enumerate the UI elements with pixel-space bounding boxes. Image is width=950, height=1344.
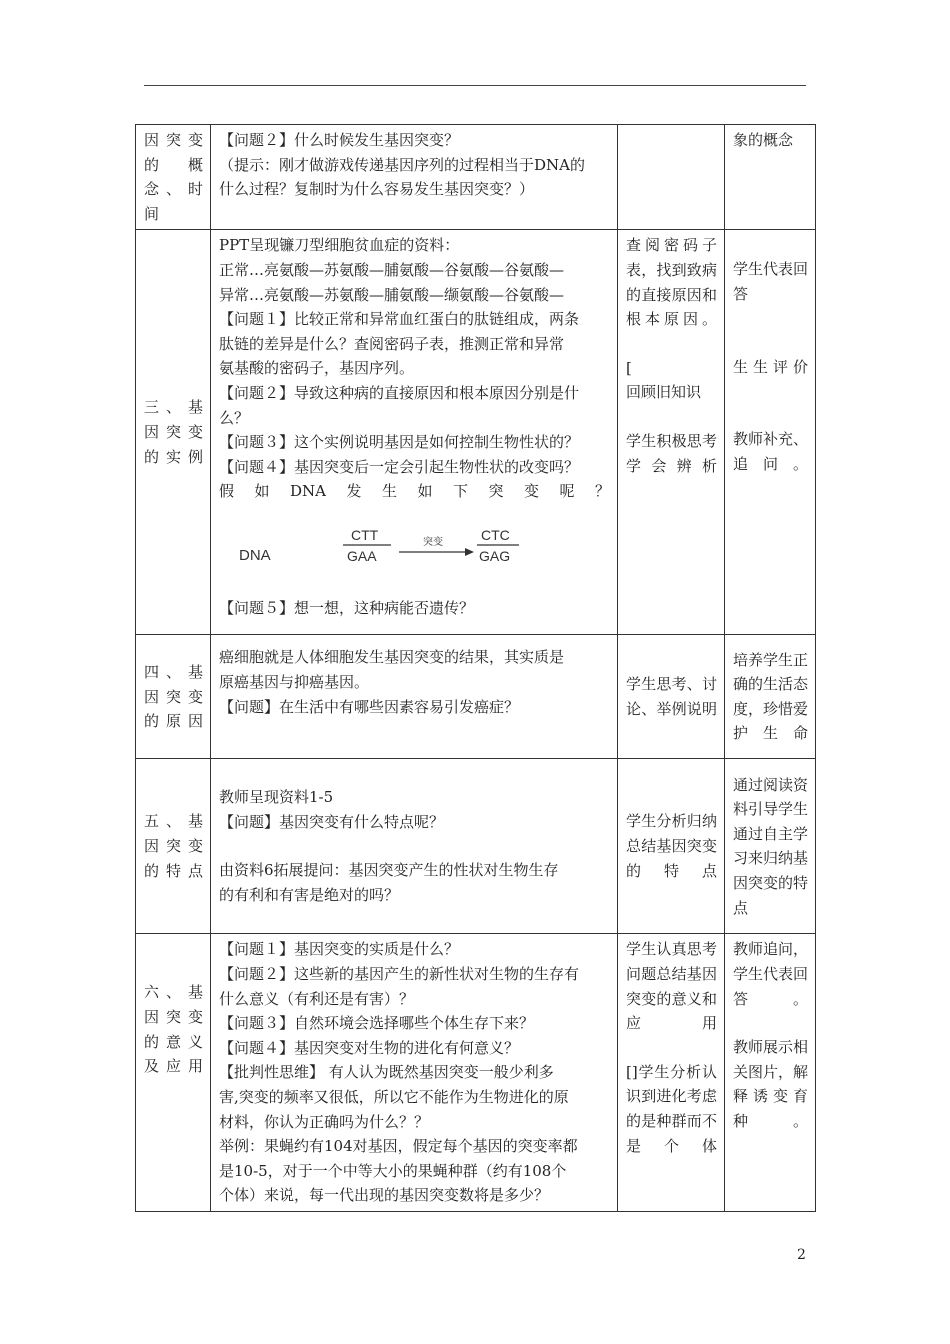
section-label: 三、基因突变的实例 — [144, 398, 203, 466]
student-text: 学生分析归纳总结基因突变的特点 — [626, 812, 717, 880]
content-line: 【问题４】基因突变对生物的进化有何意义？ — [219, 1038, 520, 1057]
intent-text: 象的概念 — [733, 131, 794, 149]
intent-text: 学生代表回答 — [733, 260, 809, 303]
section-label: 五、基因突变的特点 — [144, 812, 203, 880]
content-cell — [211, 230, 618, 635]
section-label: 四、基因突变的原因 — [144, 662, 203, 731]
diagram-after-top: CTC — [481, 526, 510, 543]
intent-cell — [725, 230, 816, 635]
section-cell — [136, 230, 211, 635]
student-text: 回顾旧知识 — [626, 383, 702, 402]
content-line: 【问题２】什么时候发生基因突变？ — [219, 131, 460, 149]
diagram-dna-label: DNA — [239, 546, 271, 564]
page-number: 2 — [797, 1247, 806, 1263]
content-line: 【问题３】这个实例说明基因是如何控制生物性状的？ — [219, 433, 580, 452]
diagram-before-top: CTT — [351, 526, 379, 543]
section-cell — [136, 635, 211, 759]
content-line: 是10-5，对于一个中等大小的果蝇种群（约有108个 — [219, 1161, 567, 1180]
intent-text: 通过阅读资料引导学生通过自主学习来归纳基因突变的特点 — [733, 775, 809, 917]
content-cell — [211, 934, 618, 1212]
intent-text: 培养学生正确的生活态度，珍惜爱护生命 — [733, 650, 809, 743]
table-row — [136, 759, 816, 934]
header-rule — [144, 85, 806, 86]
content-line: 【问题５】想一想，这种病能否遗传？ — [219, 598, 475, 617]
content-line: 正常…亮氨酸—苏氨酸—脯氨酸—谷氨酸—谷氨酸— — [219, 260, 565, 279]
diagram-after-bottom: GAG — [479, 547, 511, 564]
student-text: 学生积极思考学会辨析 — [626, 431, 717, 475]
section-label: 六、基因突变的意义及应用 — [144, 983, 203, 1076]
content-line: 原癌基因与抑癌基因。 — [219, 672, 370, 691]
intent-text: 教师补充、追问。 — [733, 430, 809, 473]
content-line: 【问题１】比较正常和异常血红蛋白的肽链组成，两条 — [219, 310, 580, 329]
content-line: 【批判性思维】 有人认为既然基因突变一般少利多 — [219, 1063, 554, 1082]
intent-text: 教师展示相关图片，解释诱变育种。 — [733, 1038, 809, 1130]
intent-cell — [725, 635, 816, 759]
student-cell — [618, 230, 725, 635]
content-line: 【问题３】自然环境会选择哪些个体生存下来？ — [219, 1014, 535, 1033]
section-cell — [136, 759, 211, 934]
intent-cell — [725, 934, 816, 1212]
content-cell — [211, 759, 618, 934]
student-cell — [618, 635, 725, 759]
content-line: 举例：果蝇约有104对基因，假定每个基因的突变率都 — [219, 1137, 578, 1156]
content-line: 氨基酸的密码子，基因序列。 — [219, 359, 415, 378]
content-line: 么？ — [219, 408, 250, 427]
content-line: 【问题１】基因突变的实质是什么？ — [219, 940, 460, 959]
table-row — [136, 635, 816, 759]
content-cell — [211, 125, 618, 230]
content-cell — [211, 635, 618, 759]
diagram-arrowhead — [465, 548, 474, 556]
intent-cell — [725, 759, 816, 934]
student-text: 学生思考、讨论、举例说明 — [626, 675, 717, 718]
table-row — [136, 125, 816, 230]
intent-text: 教师追问，学生代表回答。 — [733, 940, 809, 1008]
table-row — [136, 934, 816, 1212]
student-cell — [618, 934, 725, 1212]
section-cell — [136, 125, 211, 230]
content-line: PPT呈现镰刀型细胞贫血症的资料： — [219, 236, 460, 255]
content-line: 【问题２】导致这种病的直接原因和根本原因分别是什 — [219, 383, 580, 402]
student-text: 学生认真思考问题总结基因突变的意义和应用 — [626, 940, 717, 1033]
student-cell — [618, 125, 725, 230]
content-line: 【问题】在生活中有哪些因素容易引发癌症？ — [219, 697, 520, 716]
intent-cell — [725, 125, 816, 230]
content-line: 害,突变的频率又很低，所以它不能作为生物进化的原 — [219, 1087, 569, 1106]
content-line: 肽链的差异是什么？查阅密码子表，推测正常和异常 — [219, 334, 565, 353]
content-line: 由资料6拓展提问：基因突变产生的性状对生物生存 — [219, 861, 559, 880]
content-line: （提示：刚才做游戏传递基因序列的过程相当于DNA的 — [219, 155, 585, 174]
content-line: 【问题２】这些新的基因产生的新性状对生物的生存有 — [219, 964, 580, 983]
content-line: 教师呈现资料1-5 — [219, 788, 334, 807]
intent-text: 生生评价 — [733, 357, 808, 376]
content-line: 的有利和有害是绝对的吗？ — [219, 885, 400, 904]
student-text: []学生分析认识到进化考虑的是种群而不是个体 — [626, 1062, 717, 1155]
student-text: 查阅密码子表，找到致病的直接原因和根本原因。 — [626, 236, 717, 329]
content-line: 材料，你认为正确吗为什么？？ — [219, 1112, 430, 1131]
content-line: 个体）来说，每一代出现的基因突变数将是多少？ — [219, 1186, 550, 1205]
content-line: 【问题】基因突变有什么特点呢？ — [219, 812, 445, 831]
content-line: 什么过程？复制时为什么容易发生基因突变？） — [219, 180, 535, 199]
section-label: 因突变的概念、时间 — [144, 131, 203, 223]
table-row — [136, 230, 816, 635]
content-line: 异常…亮氨酸—苏氨酸—脯氨酸—缬氨酸—谷氨酸— — [219, 285, 565, 304]
lesson-plan-table — [135, 124, 816, 1212]
diagram-before-bottom: GAA — [347, 547, 377, 564]
student-cell — [618, 759, 725, 934]
content-line: 什么意义（有利还是有害）？ — [219, 989, 415, 1008]
content-line: 癌细胞就是人体细胞发生基因突变的结果，其实质是 — [219, 648, 565, 667]
diagram-arrow-label: 突变 — [423, 536, 443, 548]
student-text: [ — [626, 358, 632, 377]
content-line: 【问题４】基因突变后一定会引起生物性状的改变吗？ — [219, 457, 580, 476]
section-cell — [136, 934, 211, 1212]
mutation-diagram — [219, 504, 610, 596]
content-line: 假如DNA发生如下突变呢？ — [219, 482, 610, 501]
